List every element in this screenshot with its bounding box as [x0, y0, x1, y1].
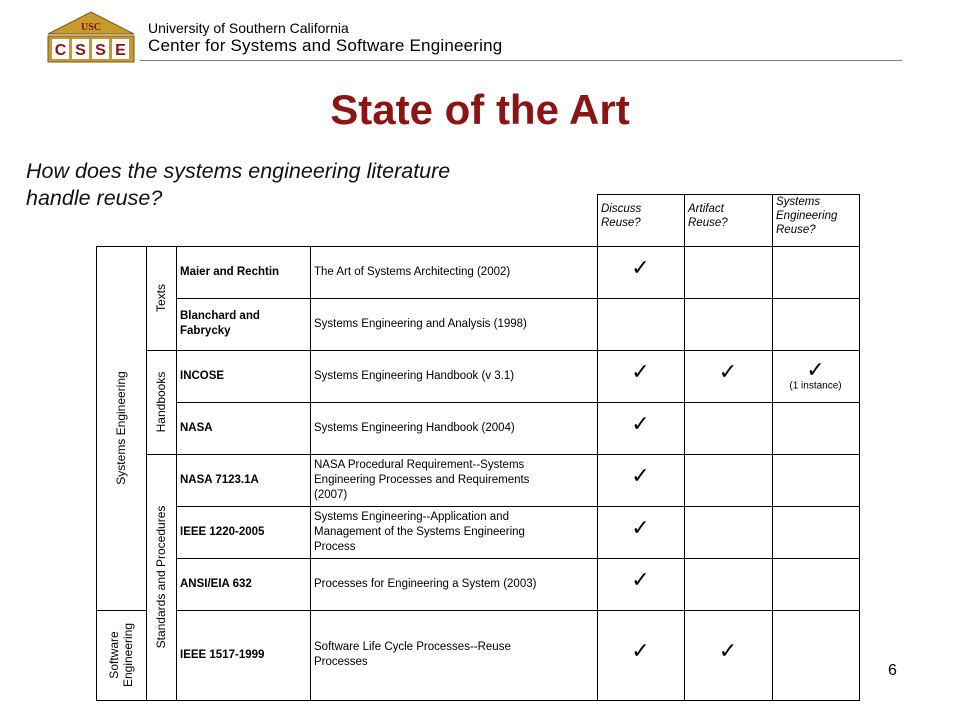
check-mark-se: ✓	[806, 357, 825, 382]
standard-name	[176, 506, 310, 558]
standard-line: IEEE 1220-2005	[180, 525, 265, 538]
standard-line: Maier and Rechtin	[180, 265, 280, 278]
logo-letter-s2: S	[95, 42, 106, 59]
header-systems-engineering-reuse	[772, 194, 859, 246]
page-number: 6	[888, 662, 897, 679]
document-line: NASA Procedural Requirement--Systems	[314, 458, 525, 471]
check-mark-discuss: ✓	[631, 638, 650, 663]
standard-name	[176, 402, 310, 454]
check-mark-discuss: ✓	[631, 567, 650, 592]
header-right-line	[859, 194, 860, 246]
document-line: (2007)	[314, 488, 348, 501]
standard-line: NASA 7123.1A	[180, 473, 259, 486]
document-line: Processes for Engineering a System (2003)	[314, 577, 537, 590]
logo-letter-e: E	[115, 42, 126, 59]
usc-csse-logo	[44, 10, 138, 64]
group-software-engineering	[107, 623, 135, 687]
center-name: Center for Systems and Software Engineering	[148, 36, 503, 55]
check-mark-artifact: ✓	[718, 359, 738, 384]
document-line: Management of the Systems Engineering	[314, 525, 525, 538]
document-title	[310, 506, 597, 558]
group-label-line: Engineering	[121, 622, 135, 688]
standard-line: INCOSE	[180, 369, 225, 382]
check-mark-artifact: ✓	[718, 638, 738, 663]
header-line: Reuse?	[776, 224, 816, 236]
group-handbooks: Handbooks	[154, 371, 168, 433]
standard-line: Blanchard and	[180, 310, 260, 322]
column-line-5	[684, 246, 685, 700]
standard-name	[176, 558, 310, 610]
group-standards-and-procedures: Standards and Procedures	[154, 505, 168, 649]
standard-line: Fabrycky	[180, 325, 231, 337]
document-line: Software Life Cycle Processes--Reuse	[314, 641, 511, 653]
column-line-0	[96, 246, 97, 700]
document-line: The Art of Systems Architecting (2002)	[314, 265, 511, 278]
standard-line: ANSI/EIA 632	[180, 577, 252, 590]
document-line: Systems Engineering--Application and	[314, 510, 509, 523]
header-line: Reuse?	[688, 217, 728, 229]
document-line: Process	[314, 540, 356, 553]
page-title: State of the Art	[330, 86, 630, 133]
document-line: Systems Engineering and Analysis (1998)	[314, 317, 527, 330]
standard-name	[176, 350, 310, 402]
header-line: Reuse?	[601, 217, 641, 229]
logo-letter-s1: S	[75, 42, 86, 59]
header-line: Discuss	[601, 203, 642, 215]
discipline-divider	[96, 610, 147, 611]
standard-name	[176, 298, 310, 350]
column-line-6	[772, 246, 773, 700]
check-mark-discuss: ✓	[631, 463, 650, 488]
document-line: Systems Engineering Handbook (2004)	[314, 421, 515, 434]
document-line: Engineering Processes and Requirements	[314, 473, 530, 486]
header-line: Systems	[776, 196, 821, 208]
check-mark-discuss: ✓	[631, 359, 650, 384]
header-line: Engineering	[776, 210, 838, 222]
document-title	[310, 246, 597, 298]
group-label-line: Software	[107, 631, 121, 679]
document-title	[310, 454, 597, 506]
logo-letter-c: C	[54, 42, 67, 59]
column-line-1	[146, 246, 147, 700]
document-title	[310, 402, 597, 454]
standard-name	[176, 610, 310, 700]
header-line: Artifact	[688, 203, 724, 215]
check-mark-discuss: ✓	[631, 255, 650, 280]
group-texts: Texts	[154, 283, 168, 313]
group-systems-engineering: Systems Engineering	[114, 371, 128, 485]
table-bottom-line	[96, 700, 860, 701]
document-line: Systems Engineering Handbook (v 3.1)	[314, 369, 515, 382]
header-artifact-reuse	[684, 194, 772, 246]
standard-name	[176, 454, 310, 506]
instance-note: (1 instance)	[789, 380, 842, 392]
standard-name	[176, 246, 310, 298]
standard-line: IEEE 1517-1999	[180, 648, 265, 661]
header-divider	[140, 60, 902, 61]
document-title	[310, 350, 597, 402]
column-line-4	[597, 246, 598, 700]
document-title	[310, 558, 597, 610]
header-discuss-reuse	[597, 194, 684, 246]
logo-usc-text: USC	[80, 22, 102, 33]
standard-line: NASA	[180, 421, 213, 434]
university-name: University of Southern California	[148, 20, 349, 36]
document-line: Processes	[314, 656, 368, 668]
column-line-7	[859, 246, 860, 700]
subtitle: How does the systems engineering literature handle reuse?	[26, 159, 451, 210]
check-mark-discuss: ✓	[631, 411, 650, 436]
check-mark-discuss: ✓	[631, 515, 650, 540]
document-title	[310, 298, 597, 350]
document-title	[310, 610, 597, 700]
